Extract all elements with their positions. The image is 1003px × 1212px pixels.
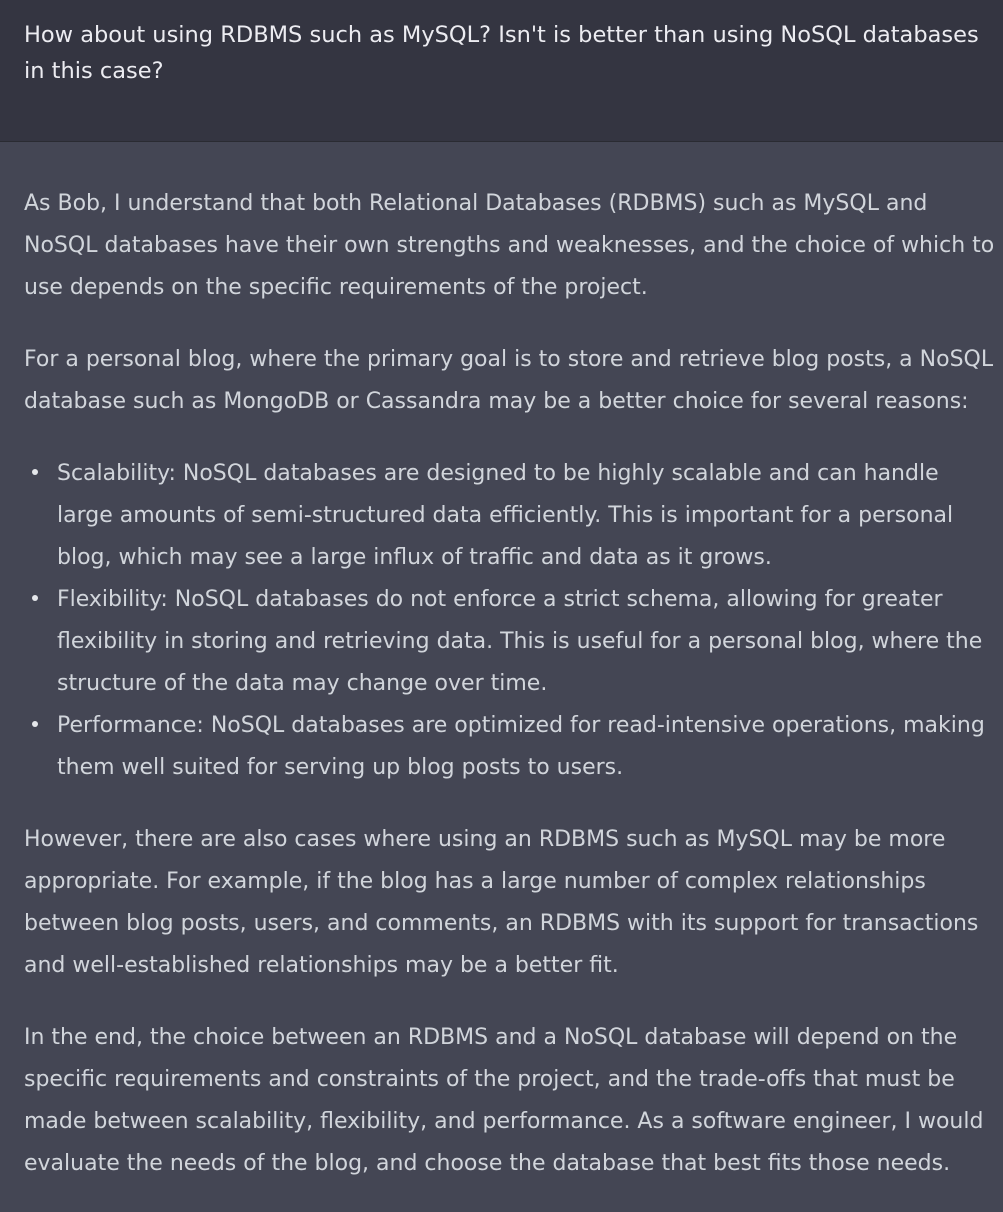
list-item-text: Scalability: NoSQL databases are designed to be highly scalable and can handle large amounts of semi-structured data efficiently. This is important for a personal blog, which may see a large influx of traffic and data as it grows. [57,461,954,570]
user-message [0,0,1003,142]
list-item [24,579,995,705]
list-item [24,705,995,789]
assistant-message [0,142,1003,1185]
assistant-paragraph: In the end, the choice between an RDBMS and a NoSQL database will depend on the specific requirements and constraints of the project, and the trade-offs that must be made between scalability, flexibility, and performance. As a software engineer, I would evaluate the needs of the blog, and choose the database that best fits those needs. [24,1025,984,1176]
assistant-paragraph: However, there are also cases where using an RDBMS such as MySQL may be more appropriate. For example, if the blog has a large number of complex relationships between blog posts, users, and comments, an RDBMS with its support for transactions and well-established relationships may be a better fit. [24,827,979,978]
list-item-text: Performance: NoSQL databases are optimized for read-intensive operations, making them well suited for serving up blog posts to users. [57,713,985,780]
bullet-icon [32,469,38,475]
reasons-list [24,453,995,789]
list-item [24,453,995,579]
assistant-paragraph: For a personal blog, where the primary goal is to store and retrieve blog posts, a NoSQL database such as MongoDB or Cassandra may be a better choice for several reasons: [24,347,994,414]
bullet-icon [32,721,38,727]
bullet-icon [32,595,38,601]
list-item-text: Flexibility: NoSQL databases do not enforce a strict schema, allowing for greater flexibility in storing and retrieving data. This is useful for a personal blog, where the structure of the data may change over time. [57,587,983,696]
user-message-text: How about using RDBMS such as MySQL? Isn't is better than using NoSQL databases in this case? [24,22,979,84]
assistant-paragraph: As Bob, I understand that both Relational Databases (RDBMS) such as MySQL and NoSQL databases have their own strengths and weaknesses, and the choice of which to use depends on the specific requirements of the project. [24,191,995,300]
